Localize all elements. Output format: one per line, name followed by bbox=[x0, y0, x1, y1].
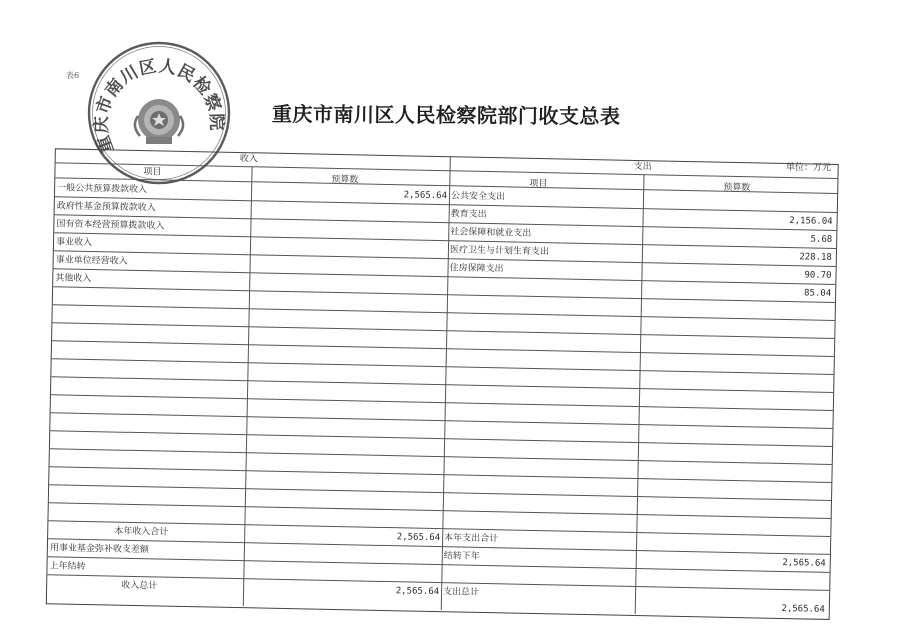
expense-grand-total-label: 支出总计 bbox=[442, 587, 480, 598]
expense-row-label: 教育支出 bbox=[450, 209, 487, 220]
expense-row-value: 90.70 bbox=[804, 270, 832, 281]
expense-row-label: 社会保障和就业支出 bbox=[450, 227, 532, 239]
expense-year-total-value: 2,565.64 bbox=[782, 557, 826, 569]
expense-row-value: 5.68 bbox=[810, 234, 833, 245]
income-row-value: 2,565.64 bbox=[403, 190, 448, 202]
expense-row-value: 228.18 bbox=[799, 252, 832, 263]
expense-row-label: 医疗卫生与计划生育支出 bbox=[449, 245, 550, 258]
expense-budget-header: 预算数 bbox=[723, 182, 751, 194]
unit-label: 单位：万元 bbox=[786, 163, 832, 173]
table-number: 表6 bbox=[66, 71, 80, 80]
income-row-label: 其他收入 bbox=[55, 273, 92, 285]
expense-year-total-label: 本年支出合计 bbox=[444, 533, 499, 545]
income-row-label: 一般公共预算拨款收入 bbox=[57, 183, 148, 196]
income-row-label: 事业收入 bbox=[55, 237, 93, 249]
expense-row-value: 2,156.04 bbox=[789, 216, 833, 227]
income-row-label: 政府性基金预算拨款收入 bbox=[56, 201, 156, 214]
income-row-label: 国有资本经营预算拨款收入 bbox=[56, 219, 165, 232]
income-year-total-label: 本年收入合计 bbox=[114, 526, 169, 538]
svg-text:重庆市南川区人民检察院: 重庆市南川区人民检察院 bbox=[91, 56, 227, 156]
income-grand-total-value: 2,565.64 bbox=[395, 586, 440, 598]
fund-offset-label: 用事业基金弥补收支差额 bbox=[49, 543, 149, 556]
expense-grand-total-value: 2,565.64 bbox=[781, 603, 825, 615]
income-row-label: 事业单位经营收入 bbox=[55, 255, 128, 267]
income-year-total-value: 2,565.64 bbox=[396, 532, 441, 544]
expense-section-header: 支出 bbox=[633, 161, 652, 173]
budget-table bbox=[31, 144, 840, 630]
expense-row-value: 85.04 bbox=[803, 288, 832, 299]
carryforward-label: 结转下年 bbox=[443, 551, 480, 562]
income-item-header: 项目 bbox=[143, 167, 162, 178]
income-budget-header: 预算数 bbox=[331, 174, 359, 186]
expense-row-label: 住房保障支出 bbox=[449, 263, 504, 275]
income-section-header: 收入 bbox=[239, 154, 258, 165]
income-grand-total-label: 收入总计 bbox=[121, 580, 158, 592]
expense-item-header: 项目 bbox=[529, 178, 548, 190]
page-title: 重庆市南川区人民检察院部门收支总表 bbox=[271, 101, 621, 129]
expense-row-label: 公共安全支出 bbox=[450, 191, 506, 203]
carryover-label: 上年结转 bbox=[49, 561, 86, 572]
